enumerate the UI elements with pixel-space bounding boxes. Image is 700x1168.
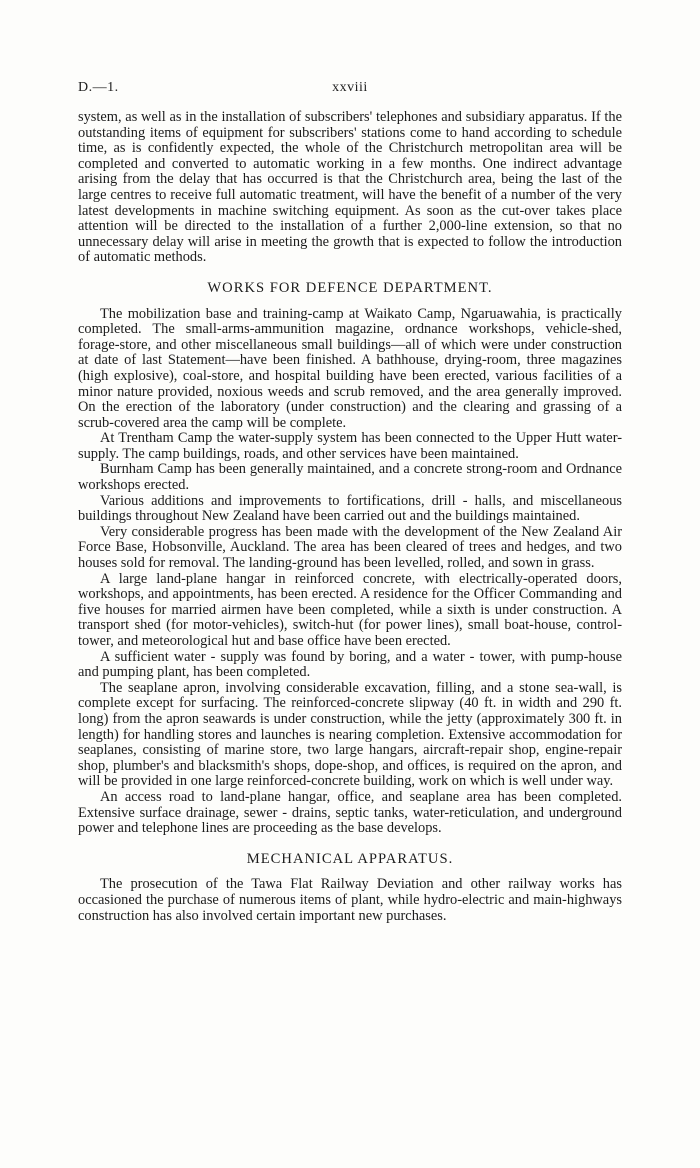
page-number: xxviii (332, 80, 368, 95)
document-body (78, 110, 622, 924)
running-header (78, 80, 622, 100)
body-paragraph: The seaplane apron, involving considerable excavation, filling, and a stone sea-wall, is complete except for surfacing. The reinforced-concrete slipway (40 ft. in width and 290 ft. long) from the apron seawards is under construction, while the jetty (approximately 300 ft. in length) for handling stores and launches is nearing completion. Extensive accommodation for seaplanes, consisting of marine store, two large hangars, aircraft-repair shop, engine-repair shop, plumber's and blacksmith's shops, dope-shop, and offices, is required on the apron, and will be provided in one large reinforced-concrete building, work on which is well under way. (78, 679, 622, 790)
body-paragraph: system, as well as in the installation of subscribers' telephones and subsidiary apparatus. If the outstanding items of equipment for subscribers' stations come to hand according to schedule time, as is confidently expected, the whole of the Christchurch metropolitan area will be completed and converted to automatic working in a few months. One indirect advantage arising from the delay that has occurred is that the Christchurch area, being the last of the large centres to receive full automatic treatment, will have the benefit of a number of the very latest developments in machine switching equipment. As soon as the cut-over takes place attention will be directed to the installation of a further 2,000-line extension, so that no unnecessary delay will arise in meeting the growth that is expected to follow the introduction of automatic methods. (78, 109, 622, 266)
body-paragraph: The mobilization base and training-camp at Waikato Camp, Ngaruawahia, is practically completed. The small-arms-ammunition magazine, ordnance workshops, vehicle-shed, forage-store, and other miscellaneous small buildings—all of which were under construction at date of last Statement—have been finished. A bathhouse, drying-room, three magazines (high explosive), coal-store, and hospital building have been erected, various facilities of a minor nature provided, noxious weeds and scrub removed, and the area generally improved. On the erection of the laboratory (under construction) and the clearing and grassing of a scrub-covered area the camp will be complete. (78, 305, 622, 431)
body-paragraph: An access road to land-plane hangar, office, and seaplane area has been completed. Extensive surface drainage, sewer - drains, septic tanks, water-reticulation, and underground power and telephone lines are proceeding as the base develops. (78, 788, 622, 837)
section-heading-defence: WORKS FOR DEFENCE DEPARTMENT. (207, 279, 493, 296)
body-paragraph: Burnham Camp has been generally maintained, and a concrete strong-room and Ordnance workshops erected. (78, 461, 622, 494)
body-paragraph: Various additions and improvements to fortifications, drill - halls, and miscellaneous buildings throughout New Zealand have been carried out and the buildings maintained. (78, 492, 622, 525)
section-heading-mechanical: MECHANICAL APPARATUS. (246, 850, 454, 867)
body-paragraph: Very considerable progress has been made with the development of the New Zealand Air Force Base, Hobsonville, Auckland. The area has been cleared of trees and hedges, and two houses sold for removal. The landing-ground has been levelled, rolled, and sown in grass. (78, 523, 622, 572)
body-paragraph: The prosecution of the Tawa Flat Railway Deviation and other railway works has occasioned the purchase of numerous items of plant, while hydro-electric and main-highways construction has also involved certain important new purchases. (78, 876, 622, 924)
body-paragraph: A large land-plane hangar in reinforced concrete, with electrically-operated doors, workshops, and appointments, has been erected. A residence for the Officer Commanding and five houses for married airmen have been completed, while a sixth is under construction. A transport shed (for motor-vehicles), switch-hut (for power lines), small boat-house, control-tower, and meteorological hut and base office have been erected. (78, 570, 622, 649)
body-paragraph: At Trentham Camp the water-supply system has been connected to the Upper Hutt water-supply. The camp buildings, roads, and other services have been maintained. (78, 430, 622, 462)
body-paragraph: A sufficient water - supply was found by boring, and a water - tower, with pump-house and pumping plant, has been completed. (78, 648, 622, 681)
document-reference: D.—1. (78, 80, 119, 95)
